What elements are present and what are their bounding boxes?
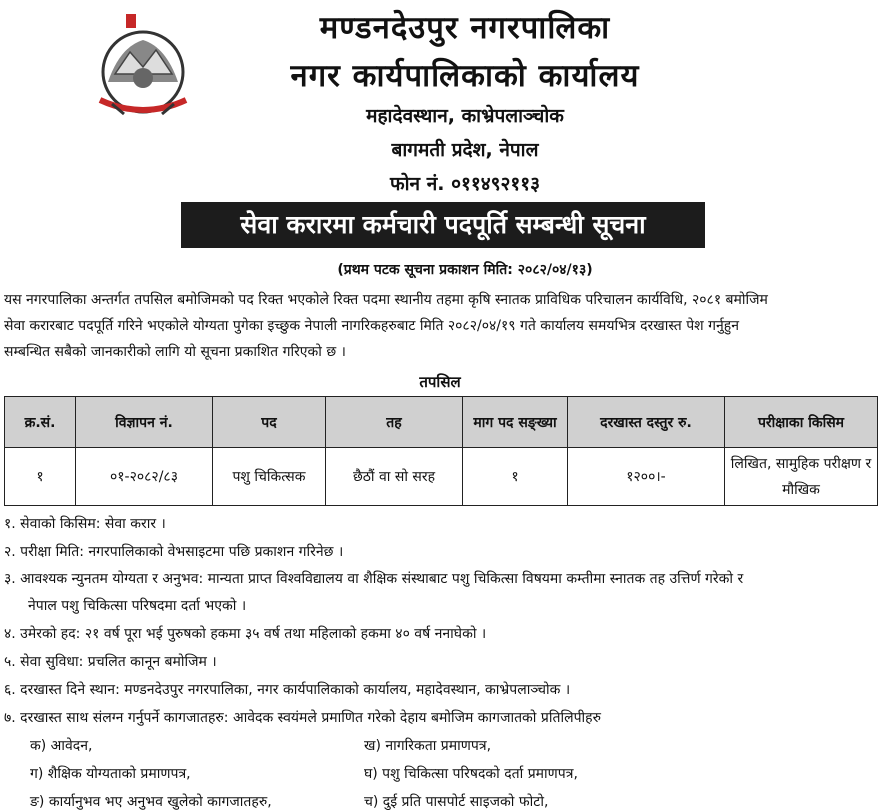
col-header: माग पद सङ्ख्या bbox=[463, 397, 568, 448]
list-item: ७. दरखास्त साथ संलग्न गर्नुपर्ने कागजातहरु: आवेदक स्वयंमले प्रमाणित गरेको देहाय बमोजिम कागजातको प्रतिलिपीहरु bbox=[4, 710, 601, 726]
document-item: घ) पशु चिकित्सा परिषदको दर्ता प्रमाणपत्र, bbox=[364, 766, 578, 782]
table-cell: १ bbox=[463, 448, 568, 506]
phone-line: फोन नं. ०११४९२११३ bbox=[389, 173, 541, 195]
emblem-icon bbox=[90, 12, 196, 120]
document-item: ख) नागरिकता प्रमाणपत्र, bbox=[364, 738, 492, 754]
list-item: १. सेवाको किसिम: सेवा करार । bbox=[4, 516, 166, 532]
province-line: बागमती प्रदेश, नेपाल bbox=[391, 139, 539, 161]
table-cell: पशु चिकित्सक bbox=[213, 448, 326, 506]
intro-line: यस नगरपालिका अन्तर्गत तपसिल बमोजिमको पद रिक्त भएकोले रिक्त पदमा स्थानीय तहमा कृषि स्नातक प्राविधिक परिचालन कार्यविधि, २०८१ बमोजिम bbox=[4, 292, 768, 308]
col-header: दरखास्त दस्तुर रु. bbox=[568, 397, 725, 448]
table-cell: छैठौं वा सो सरह bbox=[326, 448, 463, 506]
intro-paragraph bbox=[4, 287, 881, 365]
office-name: मण्डनदेउपुर नगरपालिका bbox=[319, 10, 611, 46]
table-row bbox=[5, 448, 878, 506]
col-header: विज्ञापन नं. bbox=[76, 397, 213, 448]
col-header: पद bbox=[213, 397, 326, 448]
intro-line: सम्बन्धित सबैको जानकारीको लागि यो सूचना प्रकाशित गरिएको छ । bbox=[4, 344, 346, 360]
table-cell: लिखित, सामुहिक परीक्षण र मौखिक bbox=[725, 448, 878, 506]
list-item: ५. सेवा सुविधा: प्रचलित कानून बमोजिम । bbox=[4, 654, 217, 670]
intro-line: सेवा करारबाट पदपूर्ति गरिने भएकोले योग्यता पुगेका इच्छुक नेपाली नागरिकहरुबाट मिति २०८२/०४/१९ गते कार्यालय समयभित्र दरखास्त पेश गर्नुहुन bbox=[4, 318, 739, 334]
list-item: ४. उमेरको हद: २१ वर्ष पूरा भई पुरुषको हकमा ३५ वर्ष तथा महिलाको हकमा ४० वर्ष ननाघेको । bbox=[4, 626, 487, 642]
table-cell: १२००।- bbox=[568, 448, 725, 506]
col-header: परीक्षाका किसिम bbox=[725, 397, 878, 448]
list-item: २. परीक्षा मिति: नगरपालिकाको वेभसाइटमा पछि प्रकाशन गरिनेछ । bbox=[4, 544, 344, 560]
table-title: तपसिल bbox=[419, 373, 461, 391]
document-item: क) आवेदन, bbox=[30, 738, 93, 754]
table-header-row bbox=[5, 397, 878, 448]
list-item: ६. दरखास्त दिने स्थान: मण्डनदेउपुर नगरपालिका, नगर कार्यपालिकाको कार्यालय, महादेवस्थान, काभ्रेपलाञ्चोक । bbox=[4, 682, 571, 698]
publication-date: (प्रथम पटक सूचना प्रकाशन मिति: २०८२/०४/१३) bbox=[337, 262, 593, 278]
notice-title-banner: सेवा करारमा कर्मचारी पदपूर्ति सम्बन्धी सूचना bbox=[181, 202, 705, 248]
address-line: महादेवस्थान, काभ्रेपलाञ्चोक bbox=[366, 105, 564, 127]
table-cell: ०१-२०८२/८३ bbox=[76, 448, 213, 506]
list-item: ३. आवश्यक न्युनतम योग्यता र अनुभव: मान्यता प्राप्त विश्वविद्यालय वा शैक्षिक संस्थाबाट पशु चिकित्सा विषयमा कम्तीमा स्नातक तह उत्तिर्ण गरेको र bbox=[4, 571, 744, 587]
office-subtitle: नगर कार्यपालिकाको कार्यालय bbox=[290, 58, 640, 94]
document-item: च) दुई प्रति पासपोर्ट साइजको फोटो, bbox=[364, 794, 549, 810]
col-header: तह bbox=[326, 397, 463, 448]
table-cell: १ bbox=[5, 448, 76, 506]
document-item: ग) शैक्षिक योग्यताको प्रमाणपत्र, bbox=[30, 766, 191, 782]
vacancy-table bbox=[4, 396, 878, 506]
document-item: ङ) कार्यानुभव भए अनुभव खुलेको कागजातहरु, bbox=[30, 794, 272, 810]
government-emblem bbox=[90, 12, 196, 120]
list-item-continuation: नेपाल पशु चिकित्सा परिषदमा दर्ता भएको । bbox=[28, 598, 247, 614]
col-header: क्र.सं. bbox=[5, 397, 76, 448]
